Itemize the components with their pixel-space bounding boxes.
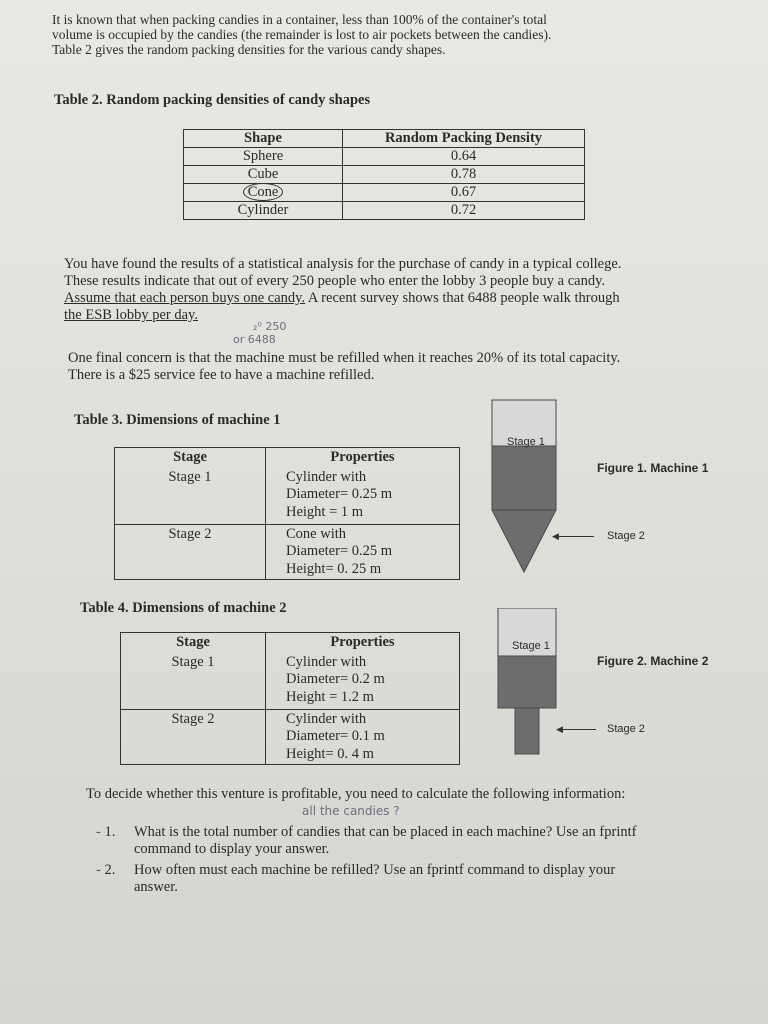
stage-cell: Stage 1 [115,468,266,525]
questions-intro: To decide whether this venture is profitable, you need to calculate the following information: [86,786,626,802]
table-header-row [184,130,585,148]
property-line: Cylinder with [286,653,367,670]
machine1-dimensions-table [114,447,460,580]
header-stage: Stage [115,448,266,468]
shape-cell: Sphere [184,148,343,166]
property-line: Height = 1 m [286,503,364,520]
figure2-stage2-arrow [560,729,596,730]
stage-cell: Stage 2 [121,709,266,765]
intro-paragraph [52,12,732,57]
density-cell: 0.78 [343,166,585,184]
stage-cell: Stage 1 [121,653,266,710]
header-properties: Properties [266,448,460,468]
density-cell: 0.67 [343,184,585,202]
handwritten-note-candies: all the candies ? [302,804,400,818]
analysis-paragraph [64,256,744,324]
stage-cell: Stage 2 [115,524,266,580]
machine2-stage2-cylinder [515,708,539,754]
property-line: Cylinder with [286,710,367,727]
figure1-stage2-label: Stage 2 [607,530,645,542]
properties-cell [266,468,460,525]
table-row [184,166,585,184]
figure2-stage1-label: Stage 1 [512,640,550,652]
question-1-num-text: 1. [104,824,116,840]
table-row [115,524,460,580]
table-header-row [121,633,460,653]
machine1-figure [480,398,570,576]
header-properties: Properties [266,633,460,653]
property-line: Cylinder with [286,468,367,485]
figure2-title: Figure 2. Machine 2 [597,654,709,668]
density-cell: 0.72 [343,202,585,220]
table2-caption: Table 2. Random packing densities of candy shapes [54,92,371,108]
table-row [184,148,585,166]
table-header-row [115,448,460,468]
shape-cell [184,184,343,202]
analysis-line-4: the ESB lobby per day. [64,307,198,323]
properties-cell [266,524,460,580]
table3-caption: Table 3. Dimensions of machine 1 [74,412,281,428]
refill-line-2: There is a $25 service fee to have a machine refilled. [68,367,375,383]
refill-paragraph [68,350,748,384]
header-density: Random Packing Density [343,130,585,148]
property-line: Diameter= 0.2 m [286,671,385,687]
handwritten-note-6488: or 6488 [233,333,276,346]
figure1-stage2-arrow [556,536,594,537]
header-shape: Shape [184,130,343,148]
refill-line-1: One final concern is that the machine must be refilled when it reaches 20% of its total capacity. [68,350,621,366]
property-line: Diameter= 0.25 m [286,543,393,559]
question-2-line-2: answer. [134,879,178,895]
machine2-figure [480,608,570,758]
intro-line-3: Table 2 gives the random packing densities for the various candy shapes. [52,42,446,57]
property-line: Diameter= 0.25 m [286,486,393,502]
question-2-num-text: 2. [104,862,116,878]
header-stage: Stage [121,633,266,653]
question-2-line-1: How often must each machine be refilled? Use an fprintf command to display your [134,862,616,878]
shape-cell: Cube [184,166,343,184]
arrow-head-icon: ◀ [556,724,563,734]
property-line: Height= 0. 4 m [286,745,374,762]
machine1-stage2-cone [492,510,556,572]
properties-cell [266,709,460,765]
table-row [121,653,460,710]
shape-cell: Cylinder [184,202,343,220]
figure1-title: Figure 1. Machine 1 [597,461,709,475]
property-line: Height = 1.2 m [286,688,374,705]
question-1-line-1: What is the total number of candies that can be placed in each machine? Use an fprintf [134,824,637,840]
property-line: Height= 0. 25 m [286,560,382,577]
question-1-line-2: command to display your answer. [134,841,330,857]
figure2-stage2-label: Stage 2 [607,723,645,735]
property-line: Cone with [286,525,347,542]
dash-mark: - [96,824,105,840]
property-line: Diameter= 0.1 m [286,728,385,744]
figure1-stage1-label: Stage 1 [507,436,545,448]
analysis-line-3: Assume that each person buys one candy. A recent survey shows that 6488 people walk through [64,290,620,306]
analysis-line-2: These results indicate that out of every 250 people who enter the lobby 3 people buy a candy. [64,273,606,289]
circled-shape: Cone [243,183,284,201]
packing-density-table [183,129,585,220]
handwritten-note-250: ₂⁰ 250 [253,320,287,333]
question-1-number [96,824,134,858]
question-2-number [96,862,134,896]
table4-caption: Table 4. Dimensions of machine 2 [80,600,287,616]
table-row [184,202,585,220]
intro-line-1: It is known that when packing candies in a container, less than 100% of the container's total [52,12,547,27]
table-row [121,709,460,765]
question-2 [96,862,716,896]
density-cell: 0.64 [343,148,585,166]
analysis-line-1: You have found the results of a statistical analysis for the purchase of candy in a typical college. [64,256,622,272]
intro-line-2: volume is occupied by the candies (the remainder is lost to air pockets between the candies). [52,27,552,42]
table-row [115,468,460,525]
table-row [184,184,585,202]
question-1 [96,824,716,858]
dash-mark: - [96,862,105,878]
arrow-head-icon: ◀ [552,531,559,541]
properties-cell [266,653,460,710]
machine2-dimensions-table [120,632,460,765]
